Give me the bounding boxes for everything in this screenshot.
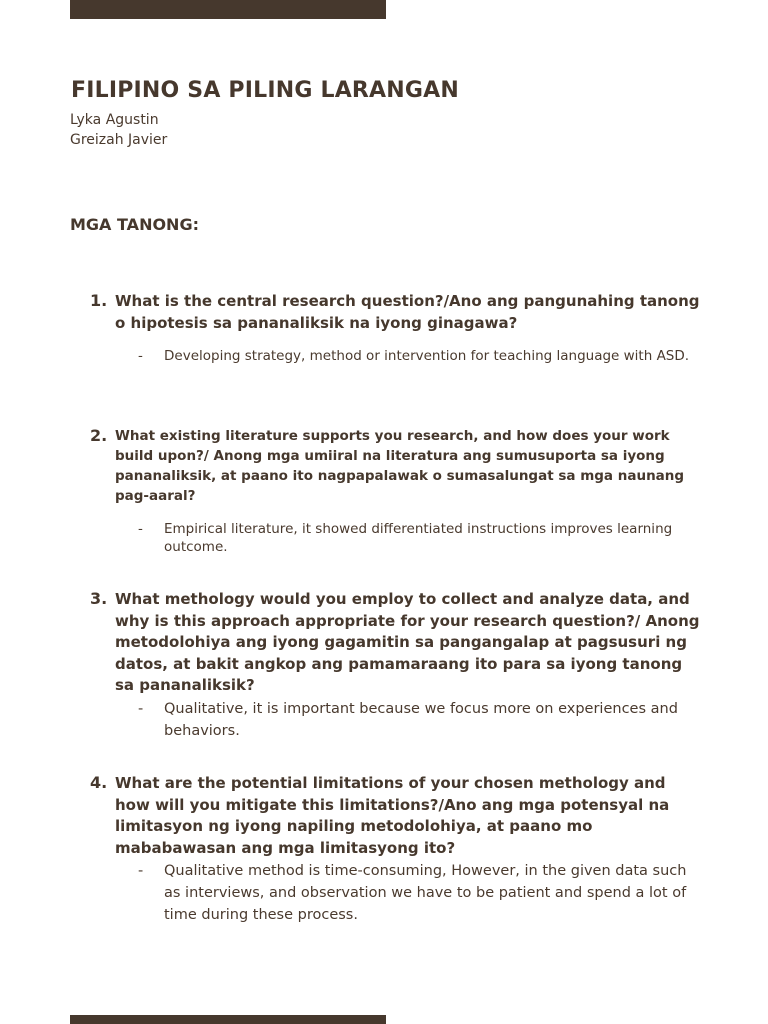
answer-bullet: - [138,863,144,879]
top-decorative-bar [70,0,386,19]
answer-item [138,347,700,365]
question-item [90,773,700,926]
answer-text: Qualitative method is time-consuming, However, in the given data such as interviews, and observation we have to be patient and spend a lot of time during these process. [164,863,687,923]
answer-bullet: - [138,521,143,537]
answer-bullet: - [138,348,143,364]
question-item [90,589,700,742]
answer-item [138,860,700,926]
question-number: 4. [90,773,108,792]
question-text: What methology would you employ to collect and analyze data, and why is this approach appropriate for your research question?/ Anong metodolohiya ang iyong gagamitin sa pangangalap at pagsusuri ng datos, at bakit angkop ang pamamaraang ito para sa iyong tanong sa pananaliksik? [115,590,700,694]
document-title: FILIPINO SA PILING LARANGAN [71,78,459,103]
question-text: What are the potential limitations of your chosen methology and how will you mitigate this limitations?/Ano ang mga potensyal na limitasyon ng iyong napiling metodolohiya, at paano mo mababawasan ang mga limitasyong ito? [115,774,670,857]
bottom-decorative-bar [70,1015,386,1024]
question-item [90,291,700,365]
answer-item [138,520,700,556]
question-item [90,426,700,556]
answer-text: Developing strategy, method or intervention for teaching language with ASD. [164,348,690,364]
answer-bullet: - [138,700,144,717]
section-heading: MGA TANONG: [70,215,199,234]
question-number: 1. [90,291,108,310]
question-number: 2. [90,426,108,445]
answer-text: Empirical literature, it showed differentiated instructions improves learning outcome. [164,521,673,555]
author-name: Greizah Javier [70,132,168,148]
question-text: What existing literature supports you research, and how does your work build upon?/ Anong mga umiiral na literatura ang sumusuporta sa iyong pananaliksik, at paano ito nagpapalawak o sumasalungat sa mga naunang pag-aaral? [115,428,685,504]
question-text: What is the central research question?/Ano ang pangunahing tanong o hipotesis sa pananaliksik na iyong ginagawa? [115,292,700,332]
question-number: 3. [90,589,108,608]
answer-item [138,698,700,742]
answer-text: Qualitative, it is important because we focus more on experiences and behaviors. [164,700,678,739]
author-name: Lyka Agustin [70,112,159,128]
